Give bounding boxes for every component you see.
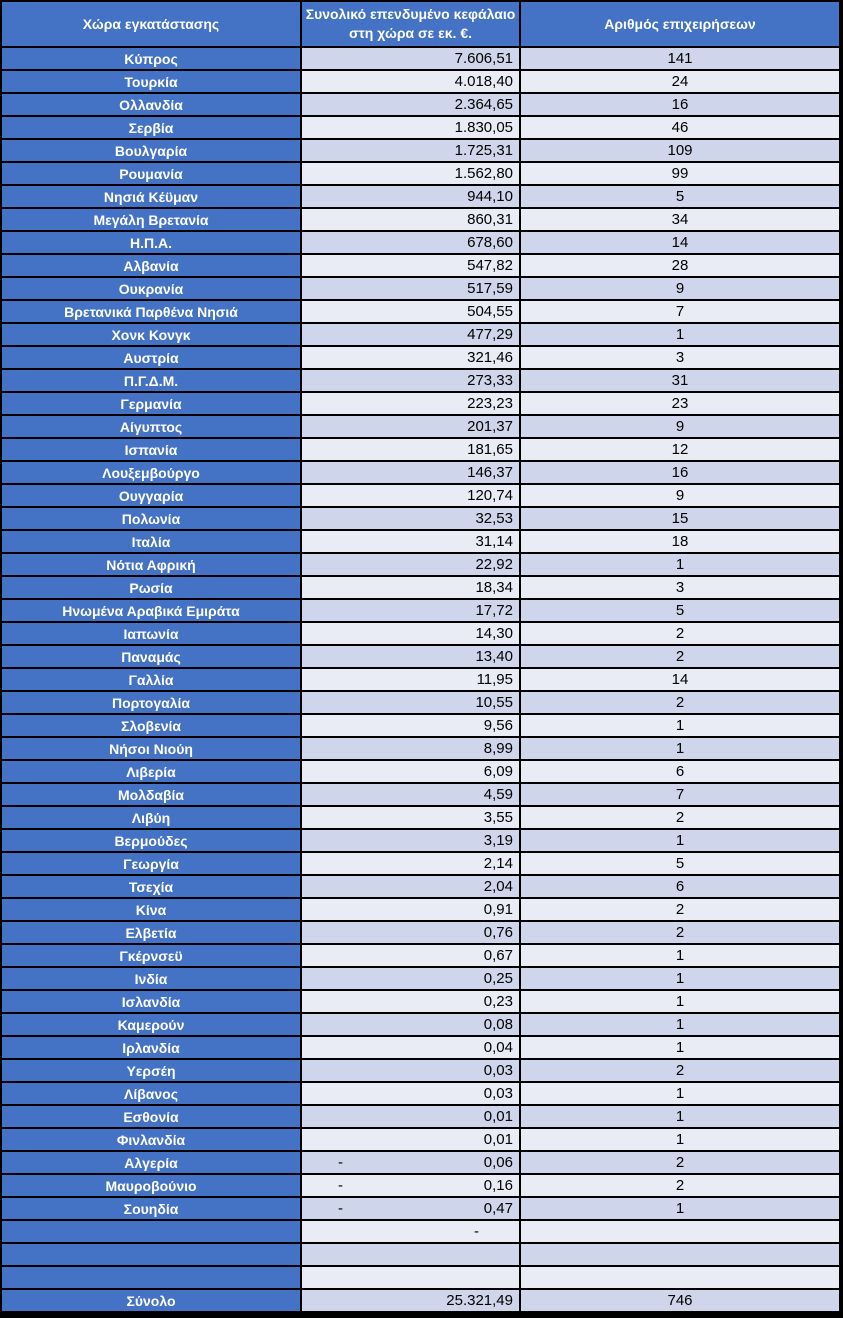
count-cell: 1: [521, 1129, 839, 1150]
count-cell: 2: [521, 692, 839, 713]
capital-cell: [302, 508, 519, 529]
table-row: [2, 1198, 839, 1219]
capital-cell: [302, 991, 519, 1012]
capital-value: 504,55: [467, 303, 513, 320]
capital-cell: [302, 71, 519, 92]
country-cell: [2, 1221, 300, 1242]
negative-sign: -: [338, 1154, 343, 1171]
capital-value: 0,25: [483, 970, 513, 987]
table-row: [2, 646, 839, 667]
dash-mark: -: [474, 1223, 479, 1240]
table-row: [2, 485, 839, 506]
capital-value: 273,33: [467, 372, 513, 389]
count-cell: [521, 1221, 839, 1242]
country-cell: Τουρκία: [2, 71, 300, 92]
capital-value: 547,82: [467, 257, 513, 274]
country-cell: Γαλλία: [2, 669, 300, 690]
table-row: [2, 416, 839, 437]
table-row: [2, 117, 839, 138]
capital-cell: [302, 1198, 519, 1219]
table-row: [2, 1129, 839, 1150]
capital-cell: [302, 1106, 519, 1127]
count-cell: 1: [521, 830, 839, 851]
capital-value: 0,16: [483, 1177, 513, 1194]
country-cell: Λιβύη: [2, 807, 300, 828]
country-cell: Σουηδία: [2, 1198, 300, 1219]
table-row: [2, 600, 839, 621]
capital-value: 14,30: [475, 625, 513, 642]
country-cell: [2, 1267, 300, 1288]
table-row: [2, 738, 839, 759]
capital-value: 146,37: [467, 464, 513, 481]
capital-cell: [302, 531, 519, 552]
table-row: [2, 784, 839, 805]
count-cell: 31: [521, 370, 839, 391]
capital-cell: [302, 807, 519, 828]
table-row: [2, 1106, 839, 1127]
capital-cell: [302, 876, 519, 897]
country-cell: Φινλανδία: [2, 1129, 300, 1150]
capital-value: 4,59: [483, 786, 513, 803]
capital-cell: [302, 1152, 519, 1173]
capital-cell: [302, 922, 519, 943]
capital-cell: [302, 324, 519, 345]
country-cell: Αλβανία: [2, 255, 300, 276]
country-cell: Μεγάλη Βρετανία: [2, 209, 300, 230]
table-row: [2, 853, 839, 874]
country-cell: Μαυροβούνιο: [2, 1175, 300, 1196]
capital-value: 0,03: [483, 1085, 513, 1102]
country-cell: Νότια Αφρική: [2, 554, 300, 575]
count-cell: 16: [521, 462, 839, 483]
table-row: [2, 186, 839, 207]
count-cell: 2: [521, 922, 839, 943]
count-cell: 23: [521, 393, 839, 414]
country-cell: Χονκ Κονγκ: [2, 324, 300, 345]
total-capital: [302, 1290, 519, 1311]
table-row: [2, 554, 839, 575]
capital-cell: [302, 1244, 519, 1265]
count-cell: 2: [521, 623, 839, 644]
count-cell: 7: [521, 784, 839, 805]
capital-cell: [302, 761, 519, 782]
capital-cell: [302, 1175, 519, 1196]
header-capital: Συνολικό επενδυμένο κεφάλαιο στη χώρα σε εκ. €.: [302, 2, 519, 46]
count-cell: 109: [521, 140, 839, 161]
capital-cell: [302, 439, 519, 460]
table-row: [2, 94, 839, 115]
count-cell: 1: [521, 991, 839, 1012]
capital-cell: [302, 232, 519, 253]
country-cell: Κύπρος: [2, 48, 300, 69]
capital-cell: [302, 692, 519, 713]
table-row: [2, 393, 839, 414]
capital-value: 11,95: [476, 671, 513, 688]
count-cell: 6: [521, 876, 839, 897]
capital-cell: [302, 623, 519, 644]
count-cell: 1: [521, 554, 839, 575]
capital-value: 3,19: [483, 832, 513, 849]
table-row: [2, 324, 839, 345]
count-cell: [521, 1244, 839, 1265]
count-cell: 1: [521, 1198, 839, 1219]
count-cell: 1: [521, 968, 839, 989]
country-cell: Καμερούν: [2, 1014, 300, 1035]
count-cell: 5: [521, 853, 839, 874]
country-cell: Ιαπωνία: [2, 623, 300, 644]
capital-value: 10,55: [475, 694, 513, 711]
count-cell: 14: [521, 232, 839, 253]
count-cell: 141: [521, 48, 839, 69]
count-cell: 3: [521, 577, 839, 598]
capital-value: 2.364,65: [454, 96, 513, 113]
table-row: [2, 692, 839, 713]
capital-cell: [302, 646, 519, 667]
capital-value: 8,99: [483, 740, 513, 757]
count-cell: 1: [521, 738, 839, 759]
country-cell: Βρετανικά Παρθένα Νησιά: [2, 301, 300, 322]
table-row: [2, 209, 839, 230]
table-row: [2, 991, 839, 1012]
capital-value: 477,29: [467, 326, 513, 343]
blank-row: [2, 1221, 839, 1242]
capital-cell: [302, 255, 519, 276]
table-row: [2, 508, 839, 529]
country-cell: Αίγυπτος: [2, 416, 300, 437]
table-row: [2, 439, 839, 460]
count-cell: 99: [521, 163, 839, 184]
country-cell: Κίνα: [2, 899, 300, 920]
capital-value: 0,67: [483, 947, 513, 964]
count-cell: 2: [521, 899, 839, 920]
capital-cell: [302, 462, 519, 483]
table-row: [2, 462, 839, 483]
capital-cell: [302, 1221, 519, 1242]
blank-row: [2, 1267, 839, 1288]
count-cell: 1: [521, 945, 839, 966]
table-row: [2, 623, 839, 644]
count-cell: 9: [521, 416, 839, 437]
capital-cell: [302, 186, 519, 207]
count-cell: 2: [521, 1060, 839, 1081]
count-cell: 14: [521, 669, 839, 690]
table-row: [2, 922, 839, 943]
total-row: [2, 1290, 839, 1311]
country-cell: Πορτογαλία: [2, 692, 300, 713]
count-cell: 2: [521, 1152, 839, 1173]
capital-value: 0,04: [483, 1039, 513, 1056]
table-row: [2, 899, 839, 920]
count-cell: 6: [521, 761, 839, 782]
total-label: Σύνολο: [2, 1290, 300, 1311]
table-row: [2, 715, 839, 736]
table-row: [2, 370, 839, 391]
count-cell: 46: [521, 117, 839, 138]
capital-value: 517,59: [467, 280, 513, 297]
country-cell: Η.Π.Α.: [2, 232, 300, 253]
capital-value: 201,37: [467, 418, 513, 435]
capital-cell: [302, 669, 519, 690]
country-cell: Ινδία: [2, 968, 300, 989]
country-cell: Πολωνία: [2, 508, 300, 529]
capital-value: 0,76: [483, 924, 513, 941]
header-country: Χώρα εγκατάστασης: [2, 2, 300, 46]
count-cell: 2: [521, 646, 839, 667]
table-row: [2, 807, 839, 828]
capital-cell: [302, 301, 519, 322]
country-cell: Λιβερία: [2, 761, 300, 782]
count-cell: 9: [521, 485, 839, 506]
table-row: [2, 1014, 839, 1035]
count-cell: 1: [521, 1037, 839, 1058]
count-cell: 18: [521, 531, 839, 552]
capital-cell: [302, 784, 519, 805]
table-row: [2, 1152, 839, 1173]
capital-cell: [302, 485, 519, 506]
capital-value: 321,46: [467, 349, 513, 366]
capital-value: 0,47: [483, 1200, 513, 1217]
capital-value: 2,04: [483, 878, 513, 895]
count-cell: 1: [521, 1106, 839, 1127]
capital-cell: [302, 945, 519, 966]
table-row: [2, 48, 839, 69]
table-row: [2, 255, 839, 276]
country-cell: Παναμάς: [2, 646, 300, 667]
country-cell: Βερμούδες: [2, 830, 300, 851]
capital-value: 678,60: [467, 234, 513, 251]
country-cell: Αυστρία: [2, 347, 300, 368]
table-row: [2, 761, 839, 782]
country-cell: Ουκρανία: [2, 278, 300, 299]
header-count: Αριθμός επιχειρήσεων: [521, 2, 839, 46]
capital-value: 17,72: [475, 602, 513, 619]
country-cell: Λουξεμβούργο: [2, 462, 300, 483]
capital-value: 18,34: [475, 579, 513, 596]
country-cell: Υερσέη: [2, 1060, 300, 1081]
capital-value: 0,08: [483, 1016, 513, 1033]
count-cell: 16: [521, 94, 839, 115]
capital-value: 22,92: [475, 556, 513, 573]
table-row: [2, 1060, 839, 1081]
table-row: [2, 140, 839, 161]
capital-cell: [302, 347, 519, 368]
country-cell: Νησιά Κέϋμαν: [2, 186, 300, 207]
table-row: [2, 531, 839, 552]
country-cell: Ιρλανδία: [2, 1037, 300, 1058]
table-row: [2, 830, 839, 851]
capital-cell: [302, 577, 519, 598]
country-cell: Ηνωμένα Αραβικά Εμιράτα: [2, 600, 300, 621]
total-capital-value: 25.321,49: [446, 1292, 513, 1309]
capital-value: 860,31: [467, 211, 513, 228]
blank-row: [2, 1244, 839, 1265]
capital-cell: [302, 209, 519, 230]
count-cell: 7: [521, 301, 839, 322]
total-count: 746: [521, 1290, 839, 1311]
capital-value: 31,14: [475, 533, 513, 550]
country-cell: Σλοβενία: [2, 715, 300, 736]
table-row: [2, 232, 839, 253]
capital-value: 6,09: [483, 763, 513, 780]
capital-value: 32,53: [475, 510, 513, 527]
table-row: [2, 968, 839, 989]
capital-value: 181,65: [467, 441, 513, 458]
count-cell: 2: [521, 1175, 839, 1196]
country-cell: Βουλγαρία: [2, 140, 300, 161]
count-cell: 34: [521, 209, 839, 230]
table-row: [2, 301, 839, 322]
country-cell: Π.Γ.Δ.Μ.: [2, 370, 300, 391]
country-cell: Νήσοι Νιούη: [2, 738, 300, 759]
capital-value: 0,91: [483, 901, 513, 918]
country-cell: Ολλανδία: [2, 94, 300, 115]
capital-cell: [302, 853, 519, 874]
capital-cell: [302, 1037, 519, 1058]
capital-cell: [302, 1014, 519, 1035]
capital-value: 3,55: [483, 809, 513, 826]
capital-value: 0,23: [483, 993, 513, 1010]
capital-cell: [302, 393, 519, 414]
capital-cell: [302, 830, 519, 851]
capital-cell: [302, 554, 519, 575]
country-cell: Ελβετία: [2, 922, 300, 943]
country-cell: Ισλανδία: [2, 991, 300, 1012]
table-row: [2, 1083, 839, 1104]
country-cell: Ισπανία: [2, 439, 300, 460]
count-cell: 1: [521, 1014, 839, 1035]
country-cell: Γερμανία: [2, 393, 300, 414]
capital-cell: [302, 48, 519, 69]
capital-value: 9,56: [483, 717, 513, 734]
capital-cell: [302, 370, 519, 391]
country-cell: Ιταλία: [2, 531, 300, 552]
capital-cell: [302, 163, 519, 184]
country-cell: [2, 1244, 300, 1265]
capital-value: 0,01: [483, 1131, 513, 1148]
capital-value: 7.606,51: [454, 50, 513, 67]
country-cell: Γεωργία: [2, 853, 300, 874]
capital-value: 1.725,31: [454, 142, 513, 159]
table-row: [2, 163, 839, 184]
country-cell: Εσθονία: [2, 1106, 300, 1127]
capital-cell: [302, 94, 519, 115]
capital-value: 0,01: [483, 1108, 513, 1125]
capital-value: 4.018,40: [454, 73, 513, 90]
country-cell: Ουγγαρία: [2, 485, 300, 506]
table-body: [2, 48, 839, 1311]
table-row: [2, 1175, 839, 1196]
capital-value: 223,23: [467, 395, 513, 412]
capital-cell: [302, 278, 519, 299]
capital-cell: [302, 1129, 519, 1150]
table-row: [2, 1037, 839, 1058]
capital-cell: [302, 1060, 519, 1081]
count-cell: 5: [521, 600, 839, 621]
capital-cell: [302, 416, 519, 437]
capital-value: 0,03: [483, 1062, 513, 1079]
table-row: [2, 577, 839, 598]
capital-cell: [302, 715, 519, 736]
country-cell: Σερβία: [2, 117, 300, 138]
capital-cell: [302, 117, 519, 138]
table-row: [2, 278, 839, 299]
count-cell: 9: [521, 278, 839, 299]
capital-value: 1.830,05: [454, 119, 513, 136]
count-cell: 1: [521, 324, 839, 345]
capital-value: 0,06: [483, 1154, 513, 1171]
negative-sign: -: [338, 1177, 343, 1194]
table-row: [2, 669, 839, 690]
table-row: [2, 71, 839, 92]
negative-sign: -: [338, 1200, 343, 1217]
country-cell: Αλγερία: [2, 1152, 300, 1173]
capital-cell: [302, 738, 519, 759]
capital-value: 1.562,80: [454, 165, 513, 182]
count-cell: 12: [521, 439, 839, 460]
count-cell: 1: [521, 715, 839, 736]
capital-cell: [302, 600, 519, 621]
count-cell: 24: [521, 71, 839, 92]
country-cell: Τσεχία: [2, 876, 300, 897]
table-row: [2, 347, 839, 368]
count-cell: 3: [521, 347, 839, 368]
country-cell: Μολδαβία: [2, 784, 300, 805]
country-cell: Ρωσία: [2, 577, 300, 598]
count-cell: 28: [521, 255, 839, 276]
country-cell: Γκέρνσεϋ: [2, 945, 300, 966]
table-header: [2, 2, 839, 46]
capital-value: 120,74: [467, 487, 513, 504]
count-cell: 1: [521, 1083, 839, 1104]
capital-cell: [302, 968, 519, 989]
count-cell: 2: [521, 807, 839, 828]
capital-value: 944,10: [467, 188, 513, 205]
table-row: [2, 945, 839, 966]
capital-cell: [302, 140, 519, 161]
capital-cell: [302, 1267, 519, 1288]
count-cell: 15: [521, 508, 839, 529]
count-cell: [521, 1267, 839, 1288]
capital-value: 13,40: [475, 648, 513, 665]
count-cell: 5: [521, 186, 839, 207]
capital-value: 2,14: [483, 855, 513, 872]
capital-cell: [302, 899, 519, 920]
capital-cell: [302, 1083, 519, 1104]
country-cell: Λίβανος: [2, 1083, 300, 1104]
country-cell: Ρουμανία: [2, 163, 300, 184]
table-row: [2, 876, 839, 897]
